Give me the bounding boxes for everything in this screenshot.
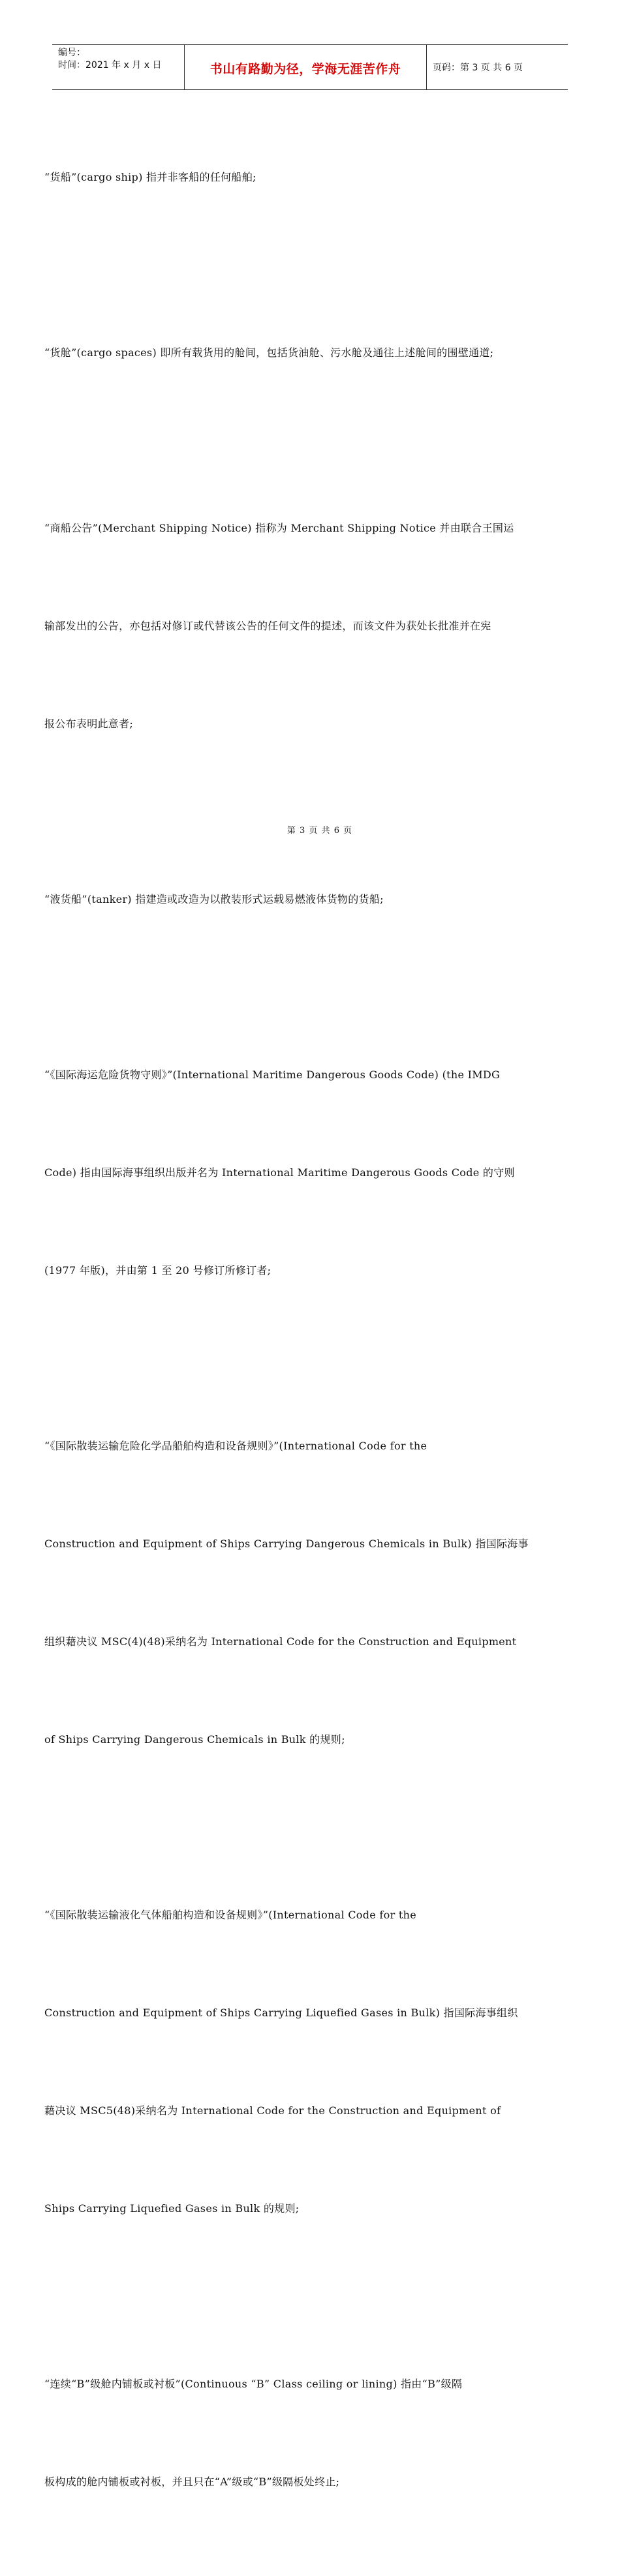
definition-paragraph: [44, 993, 576, 1352]
text-line: Code) 指由国际海事组织出版并名为 International Maritime Dangerous Goods Code 的守则: [44, 1166, 515, 1179]
header-page-info-cell: [427, 45, 568, 89]
text-line: “商船公告”(Merchant Shipping Notice) 指称为 Merchant Shipping Notice 并由联合王国运: [44, 522, 514, 534]
document-body: [44, 96, 576, 2576]
definition-paragraph: [44, 271, 576, 434]
definition-paragraph: [44, 447, 576, 806]
text-line: Ships Carrying Liquefied Gases in Bulk 的规则;: [44, 2202, 300, 2215]
text-line: Construction and Equipment of Ships Carrying Liquefied Gases in Bulk) 指国际海事组织: [44, 2007, 518, 2019]
text-line: “货舱”(cargo spaces) 即所有载货用的舱间，包括货油舱、污水舱及通往上述舱间的围壁通道;: [44, 346, 494, 359]
text-line: “货船”(cargo ship) 指并非客船的任何船舶;: [44, 171, 256, 183]
text-line: of Ships Carrying Dangerous Chemicals in Bulk 的规则;: [44, 1733, 345, 1746]
text-line: 输部发出的公告，亦包括对修订或代替该公告的任何文件的提述，而该文件为获处长批准并在宪: [44, 620, 491, 632]
text-line: 藉决议 MSC5(48)采纳名为 International Code for the Construction and Equipment of: [44, 2104, 501, 2117]
definition-paragraph: [44, 2303, 576, 2564]
page-footer: [0, 823, 620, 836]
page-header: [52, 44, 568, 90]
header-meta: [52, 45, 184, 89]
footer-page-number: 第 3 页 共 6 页: [287, 826, 353, 836]
header-page-info: 页码：第 3 页 共 6 页: [433, 63, 523, 73]
text-line: “《国际散装运输危险化学品船舶构造和设备规则》”(International Code for the: [44, 1440, 427, 1452]
text-line: Construction and Equipment of Ships Carrying Dangerous Chemicals in Bulk) 指国际海事: [44, 1538, 529, 1550]
text-line: “《国际散装运输液化气体船舶构造和设备规则》”(International Code for the: [44, 1909, 417, 1921]
definition-paragraph: [44, 96, 576, 259]
document-date-label: 时间：2021 年 x 月 x 日: [58, 60, 162, 70]
definition-paragraph: [44, 818, 576, 981]
header-motto: 书山有路勤为径，学海无涯苦作舟: [209, 62, 401, 76]
definition-paragraph: [44, 1834, 576, 2290]
header-motto-cell: [184, 45, 427, 89]
document-number-label: 编号：: [58, 48, 85, 58]
text-line: 板构成的舱内铺板或衬板，并且只在“A”级或“B”级隔板处终止;: [44, 2476, 340, 2488]
text-line: (1977 年版)，并由第 1 至 20 号修订所修订者;: [44, 1264, 271, 1277]
definition-paragraph: [44, 1365, 576, 1821]
text-line: “连续“B”级舱内铺板或衬板”(Continuous “B” Class ceiling or lining) 指由“B”级隔: [44, 2378, 463, 2390]
text-line: 组织藉决议 MSC(4)(48)采纳名为 International Code for the Construction and Equipment: [44, 1635, 517, 1648]
text-line: “液货船”(tanker) 指建造或改造为以散装形式运载易燃液体货物的货船;: [44, 893, 384, 905]
text-line: 报公布表明此意者;: [44, 718, 134, 730]
text-line: “《国际海运危险货物守则》”(International Maritime Dangerous Goods Code) (the IMDG: [44, 1068, 501, 1081]
